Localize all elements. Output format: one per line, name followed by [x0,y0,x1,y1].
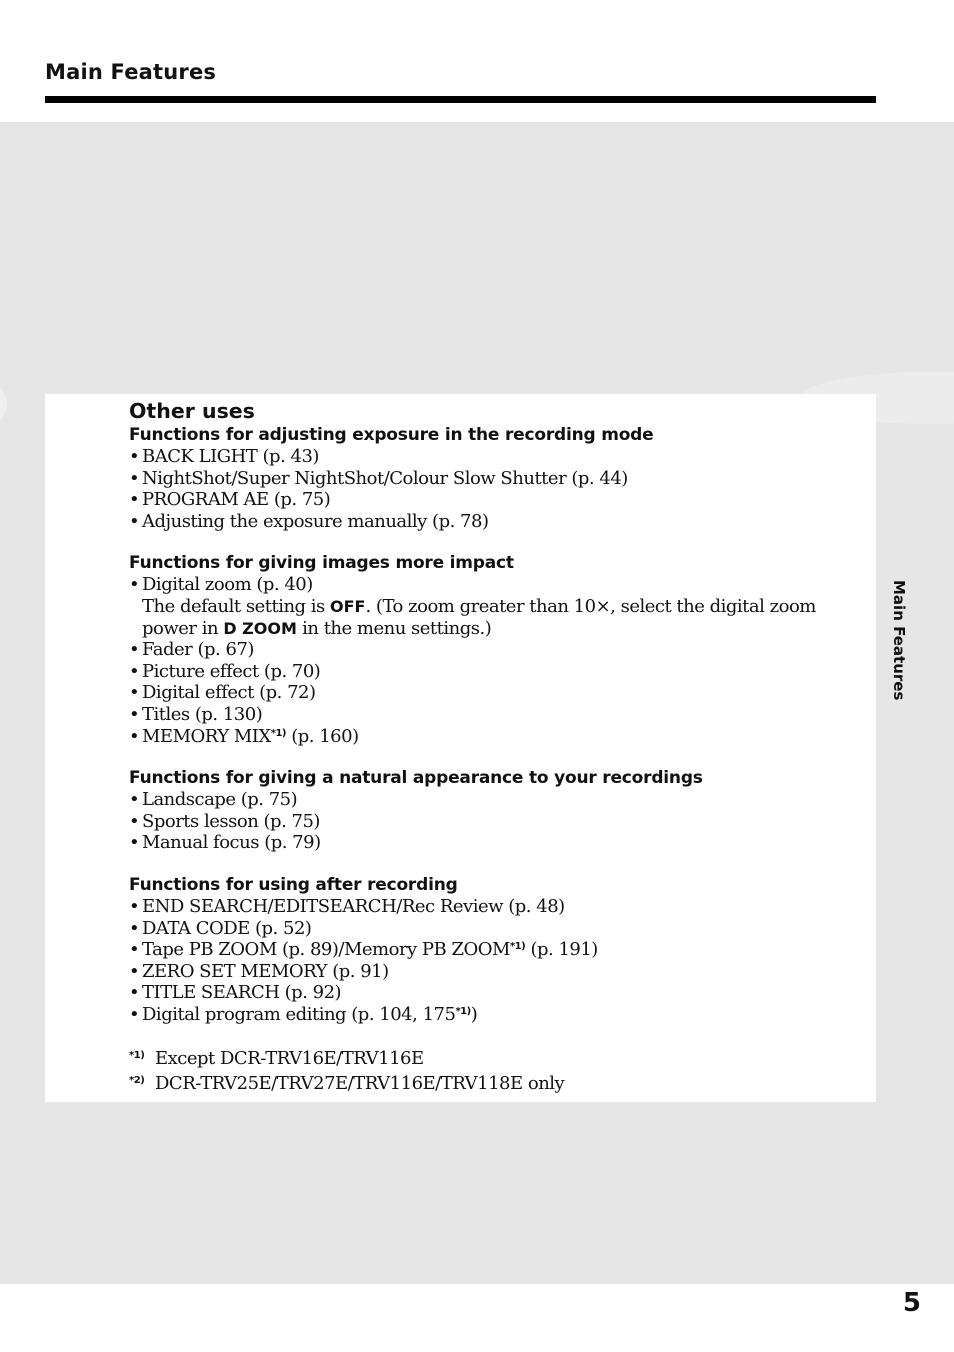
list-item: • Manual focus (p. 79) [129,832,321,854]
other-uses-section [129,398,849,1095]
function-list [129,896,849,1026]
footnote-1: *1) Except DCR-TRV16E/TRV116E [129,1048,424,1070]
list-item: • NightShot/Super NightShot/Colour Slow Shutter (p. 44) [129,467,628,489]
keyword-off: OFF [330,596,366,616]
list-item: • DATA CODE (p. 52) [129,917,312,939]
list-item: • PROGRAM AE (p. 75) [129,489,331,511]
group-after-recording [129,874,849,1026]
list-item: • BACK LIGHT (p. 43) [129,446,319,467]
group-exposure [129,424,849,532]
digital-zoom-note: The default setting is OFF. (To zoom greater than 10×, select the digital zoom power in D ZOOM in the menu settings.) [142,595,816,639]
function-list [129,789,849,854]
footnote-ref: *1) [270,727,286,739]
group-impact [129,552,849,747]
list-item: • Fader (p. 67) [129,639,254,661]
footnote-ref: *1) [509,941,526,953]
function-list [129,574,849,596]
list-item: • Sports lesson (p. 75) [129,810,320,832]
list-item: • ZERO SET MEMORY (p. 91) [129,960,389,982]
group-heading: Functions for giving a natural appearance to your recordings [129,768,703,789]
function-list [129,639,849,747]
list-item: • Landscape (p. 75) [129,789,298,811]
group-heading: Functions for using after recording [129,874,458,895]
section-title: Other uses [129,399,255,423]
group-heading: Functions for giving images more impact [129,553,514,574]
list-item: • Digital effect (p. 72) [129,682,316,704]
list-item: • Tape PB ZOOM (p. 89)/Memory PB ZOOM$^{*1)}$ (p. 191) [129,939,598,961]
list-item: • END SEARCH/EDITSEARCH/Rec Review (p. 48) [129,895,565,917]
footnote-2: *2) DCR-TRV25E/TRV27E/TRV116E/TRV118E only [129,1073,565,1095]
list-item: • TITLE SEARCH (p. 92) [129,982,342,1004]
list-item: • Digital program editing (p. 104, 175$^{*1)}$) [129,1003,478,1025]
footnote-ref: *1) [455,1005,471,1017]
keyword-d-zoom: D ZOOM [223,618,297,638]
list-item: • Picture effect (p. 70) [129,660,321,682]
page-header-title: Main Features [45,60,217,84]
list-item: • Adjusting the exposure manually (p. 78) [129,510,489,532]
footnotes [129,1045,849,1094]
side-tab-label: Main Features [890,580,908,701]
group-heading: Functions for adjusting exposure in the recording mode [129,425,654,445]
list-item: • Digital zoom (p. 40) [129,574,313,596]
page-number: 5 [902,1288,921,1318]
list-item: • Titles (p. 130) [129,703,263,725]
function-list [129,446,849,532]
list-item: • MEMORY MIX$^{*1)}$ (p. 160) [129,725,359,747]
header-divider [45,96,876,103]
group-natural-appearance [129,767,849,854]
